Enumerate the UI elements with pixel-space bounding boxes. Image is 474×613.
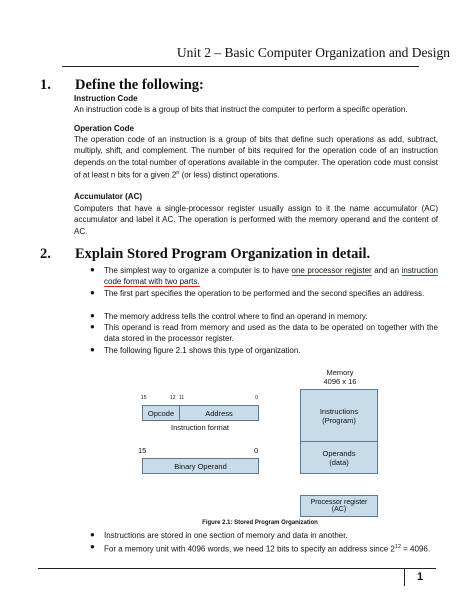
term-operation-code: Operation Code (74, 124, 135, 133)
q1-title: Define the following: (75, 77, 204, 93)
binary-operand-box: Binary Operand (142, 458, 259, 474)
accumulator-label: (AC) (331, 506, 347, 513)
bullet-dot: ● (90, 322, 95, 331)
bin-bit-label-0: 0 (254, 446, 259, 455)
processor-register-box (300, 495, 378, 517)
bullet-sup: 12 (394, 544, 401, 550)
bit-label-11: 11 (179, 395, 185, 401)
page-number: 1 (404, 568, 435, 586)
term-instruction-code: Instruction Code (74, 94, 138, 103)
footer-rule (38, 568, 436, 569)
def-operation-code (74, 134, 438, 181)
bullet-text: The simplest way to organize a computer is to have (104, 266, 292, 275)
operands-label: Operands (322, 448, 356, 458)
processor-register-label: Processor register (310, 499, 368, 506)
q2-title: Explain Stored Program Organization in detail. (75, 246, 371, 262)
bullet-item: This operand is read from memory and used as the data to be operated on together with the data stored in the processor register. (104, 323, 438, 344)
highlight-instruction-format: instruction code format with two parts. (104, 266, 439, 287)
bullet-dot: ● (90, 345, 95, 354)
header-rule (62, 66, 419, 67)
memory-label: Memory (326, 368, 354, 377)
opcode-box: Opcode (142, 405, 180, 421)
address-box: Address (179, 405, 259, 421)
bullet-dot: ● (90, 265, 95, 274)
bullet-item: The memory address tells the control where to find an operand in memory. (104, 312, 368, 321)
bullet-text: and an (371, 266, 402, 275)
memory-operands-box (300, 441, 378, 474)
program-label: (Program) (322, 415, 356, 425)
bit-label-15: 15 (141, 395, 147, 401)
def-accumulator: Computers that have a single-processor register usually assign to it the name accumulator (AC) accumulator and label it AC. The operation is performed with the memory operand and the content of AC. (74, 204, 438, 236)
memory-instructions-box (300, 389, 378, 442)
bullet-dot: ● (90, 542, 95, 551)
def-instruction-code: An instruction code is a group of bits that instruct the computer to perform a specific operation. (74, 105, 408, 114)
q1-number: 1. (40, 77, 51, 93)
bin-bit-label-15: 15 (138, 446, 147, 455)
bullet-item (104, 265, 438, 288)
def-operation-code-after: (or less) distinct operations. (179, 170, 280, 180)
highlight-processor-register: one processor register (291, 266, 372, 275)
instructions-label: Instructions (319, 406, 359, 416)
def-operation-code-text: The operation code of an instruction is a group of bits that define such operations as add, subtract, multiply, shift, and complement. The number of bits required for the operation code of an instruction depends on the total number of operations available in the computer. The operation code must consist of at least n bits for a given 2 (74, 135, 438, 180)
data-label: (data) (329, 457, 349, 467)
bullet-item (104, 542, 438, 555)
bit-label-12: 12 (170, 395, 176, 401)
def-operation-code-sup: n (176, 170, 180, 177)
bit-label-0: 0 (255, 395, 258, 401)
bullet-text: = 4096. (400, 544, 431, 554)
bullet-dot: ● (90, 530, 95, 539)
figure-caption: Figure 2.1: Stored Program Organization (202, 520, 318, 526)
q2-number: 2. (40, 246, 51, 262)
bullet-item: The following figure 2.1 shows this type of organization. (104, 346, 301, 355)
memory-size-label: 4096 x 16 (323, 377, 357, 386)
bullet-dot: ● (90, 311, 95, 320)
bullet-dot: ● (90, 288, 95, 297)
page-header: Unit 2 – Basic Computer Organization and Design (176, 45, 450, 60)
bullet-item: Instructions are stored in one section of memory and data in another. (104, 531, 348, 540)
bullet-item: The first part specifies the operation to be performed and the second specifies an address. (104, 289, 425, 298)
instruction-format-caption: Instruction format (171, 423, 229, 432)
term-accumulator: Accumulator (AC) (74, 192, 143, 201)
bullet-text: For a memory unit with 4096 words, we need 12 bits to specify an address since 2 (104, 544, 395, 554)
